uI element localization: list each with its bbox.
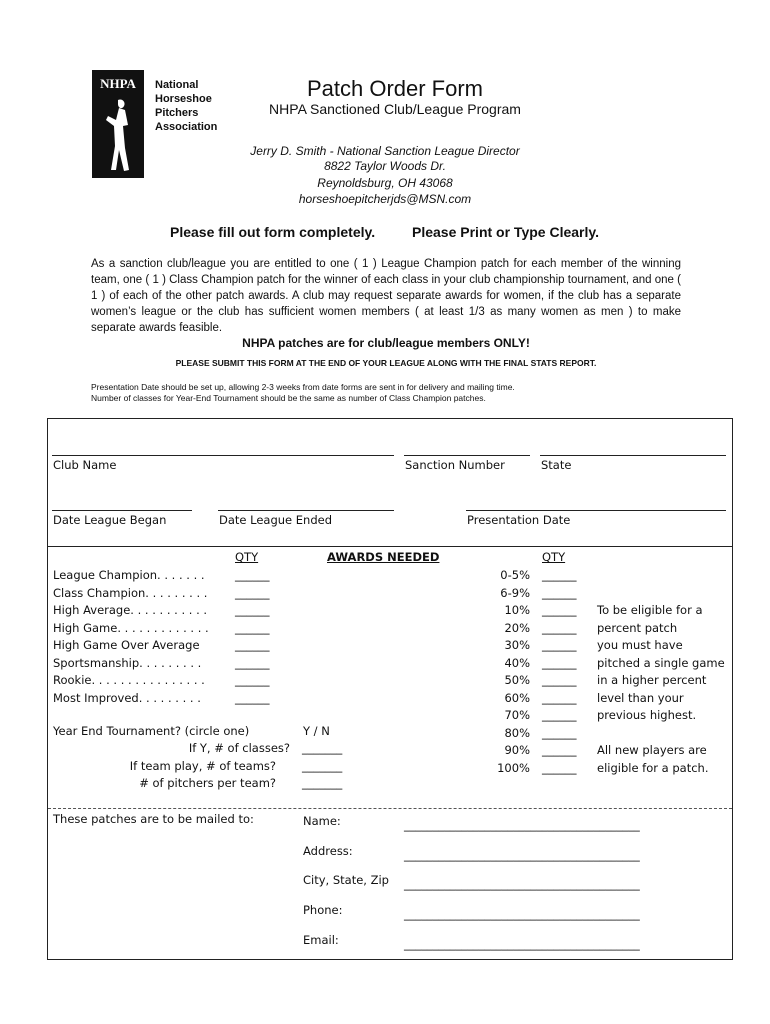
award-label: Sportsmanship. . . . . . . . .: [53, 655, 202, 670]
classes-note: Number of classes for Year-End Tournament should be the same as number of Class Champion patches.: [91, 393, 486, 403]
director-street: 8822 Taylor Woods Dr.: [324, 159, 446, 173]
club-name-label: Club Name: [53, 458, 117, 472]
percent-label: 80%: [504, 725, 530, 740]
club-name-line[interactable]: [52, 455, 394, 456]
mail-address-input[interactable]: _________________________________________: [404, 848, 640, 862]
new-players-line: All new players are: [597, 743, 707, 757]
award-label: High Game Over Average: [53, 638, 200, 652]
sanction-number-line[interactable]: [404, 455, 530, 456]
award-label: Rookie. . . . . . . . . . . . . . . .: [53, 673, 205, 687]
mail-name-input[interactable]: _________________________________________: [404, 818, 640, 832]
pitchers-input[interactable]: _______: [302, 776, 343, 790]
print-type-instruction: Please Print or Type Clearly.: [412, 224, 600, 240]
classes-question: If Y, # of classes?: [188, 741, 290, 755]
section-divider: [48, 546, 732, 547]
mail-address-label: Address:: [303, 844, 353, 858]
qty-header: QTY: [235, 550, 259, 564]
state-label: State: [541, 458, 572, 472]
award-qty-input[interactable]: ______: [235, 568, 270, 582]
director-email: horseshoepitcherjds@MSN.com: [298, 192, 472, 206]
mail-phone-input[interactable]: _________________________________________: [404, 907, 640, 921]
awards-needed-header: AWARDS NEEDED: [327, 550, 440, 564]
percent-qty-input[interactable]: ______: [542, 620, 577, 635]
classes-input[interactable]: _______: [302, 741, 343, 755]
percent-label: 6-9%: [500, 585, 530, 600]
tournament-question: Year End Tournament? (circle one): [53, 724, 250, 738]
presentation-note: Presentation Date should be set up, allowing 2-3 weeks from date forms are sent in for delivery and mailing time.: [91, 382, 515, 392]
percent-qty-input[interactable]: ______: [542, 743, 577, 757]
award-label: High Average. . . . . . . . . . .: [53, 603, 208, 617]
eligibility-line: in a higher percent: [597, 673, 707, 687]
award-qty-input[interactable]: ______: [235, 603, 270, 617]
percent-qty-input[interactable]: ______: [542, 655, 577, 670]
logo-mark: NHPA: [100, 76, 136, 91]
percent-label: 90%: [504, 743, 530, 757]
pitchers-question: # of pitchers per team?: [139, 776, 276, 790]
date-began-line[interactable]: [52, 510, 192, 511]
mail-city-input[interactable]: _________________________________________: [404, 877, 640, 891]
percent-qty-input[interactable]: ______: [542, 603, 577, 617]
percent-label: 0-5%: [500, 568, 530, 582]
percent-label: 60%: [504, 690, 530, 705]
mail-to-label: These patches are to be mailed to:: [53, 812, 254, 826]
eligibility-line: To be eligible for a: [597, 603, 703, 617]
page-title: Patch Order Form: [306, 76, 484, 101]
eligibility-line: you must have: [597, 638, 683, 652]
nhpa-logo: [92, 70, 144, 178]
award-qty-input[interactable]: ______: [235, 690, 270, 705]
new-players-note: [597, 742, 708, 777]
qty-header-percent: QTY: [542, 550, 566, 564]
eligibility-line: percent patch: [597, 620, 678, 635]
percent-qty-blanks: [542, 567, 577, 777]
director-name: Jerry D. Smith - National Sanction League Director: [250, 144, 520, 158]
fill-out-instruction: Please fill out form completely.: [170, 224, 376, 240]
award-label: Most Improved. . . . . . . . .: [53, 690, 201, 705]
presentation-date-label: Presentation Date: [467, 513, 571, 527]
date-ended-line[interactable]: [218, 510, 394, 511]
eligibility-line: previous highest.: [597, 708, 697, 722]
award-label: Class Champion. . . . . . . . .: [53, 585, 208, 600]
eligibility-line: level than your: [597, 690, 684, 705]
award-qty-input[interactable]: ______: [235, 655, 270, 670]
logo-line: Horseshoe: [155, 93, 212, 105]
percent-qty-input[interactable]: ______: [542, 638, 577, 652]
award-qty-blanks: [235, 567, 270, 707]
percent-label: 10%: [504, 603, 530, 617]
eligibility-note: [597, 602, 725, 725]
mail-city-label: City, State, Zip: [303, 873, 389, 887]
percent-qty-input[interactable]: ______: [542, 690, 577, 705]
percent-label: 100%: [497, 760, 530, 775]
presentation-date-line[interactable]: [466, 510, 726, 511]
percent-qty-input[interactable]: ______: [542, 760, 577, 775]
percent-qty-input[interactable]: ______: [542, 568, 577, 582]
sanction-number-label: Sanction Number: [405, 458, 505, 472]
percent-label: 70%: [504, 708, 530, 722]
date-ended-label: Date League Ended: [219, 513, 333, 527]
award-label: High Game. . . . . . . . . . . . .: [53, 620, 209, 635]
members-only-notice: NHPA patches are for club/league members ONLY!: [242, 336, 530, 350]
date-began-label: Date League Began: [53, 513, 167, 527]
award-label: League Champion. . . . . . .: [53, 568, 205, 582]
award-qty-input[interactable]: ______: [235, 673, 270, 687]
mail-name-label: Name:: [303, 814, 341, 828]
percent-qty-input[interactable]: ______: [542, 708, 577, 722]
new-players-line: eligible for a patch.: [597, 760, 709, 775]
entitlement-paragraph: As a sanction club/league you are entitled to one ( 1 ) League Champion patch for each member of the winning team, one ( 1 ) Class Champion patch for the winner of each class in your club championship tournament, and one ( 1 ) of each of the other patch awards. A club may request separate awards for women, if the club has a separate women’s league or the club has sufficient women members ( at least 1/3 as many women as men ) to make separate awards feasible.: [91, 258, 681, 334]
logo-line: Pitchers: [155, 107, 199, 119]
percent-qty-input[interactable]: ______: [542, 585, 577, 600]
awards-list: [53, 567, 209, 707]
award-qty-input[interactable]: ______: [235, 620, 270, 635]
percent-list: [470, 567, 530, 777]
mail-email-input[interactable]: _________________________________________: [404, 937, 640, 951]
percent-qty-input[interactable]: ______: [542, 673, 577, 687]
mail-email-label: Email:: [303, 933, 339, 947]
percent-qty-input[interactable]: ______: [542, 725, 577, 740]
director-city: Reynoldsburg, OH 43068: [317, 176, 453, 190]
award-qty-input[interactable]: ______: [235, 638, 270, 652]
logo-line: Association: [155, 121, 218, 133]
percent-label: 40%: [504, 655, 530, 670]
state-line[interactable]: [540, 455, 726, 456]
percent-label: 50%: [504, 673, 530, 687]
submit-notice: PLEASE SUBMIT THIS FORM AT THE END OF YOUR LEAGUE ALONG WITH THE FINAL STATS REPORT.: [175, 358, 597, 368]
teams-input[interactable]: _______: [302, 759, 343, 773]
mailing-divider: [48, 808, 732, 809]
percent-label: 20%: [504, 620, 530, 635]
award-qty-input[interactable]: ______: [235, 585, 270, 600]
eligibility-line: pitched a single game: [597, 655, 725, 670]
percent-label: 30%: [504, 638, 530, 652]
tournament-yes-no[interactable]: Y / N: [303, 724, 330, 738]
mail-phone-label: Phone:: [303, 903, 343, 917]
teams-question: If team play, # of teams?: [129, 759, 276, 773]
page-subtitle: NHPA Sanctioned Club/League Program: [269, 101, 521, 117]
logo-association-name: [155, 78, 217, 134]
logo-line: National: [155, 79, 199, 91]
